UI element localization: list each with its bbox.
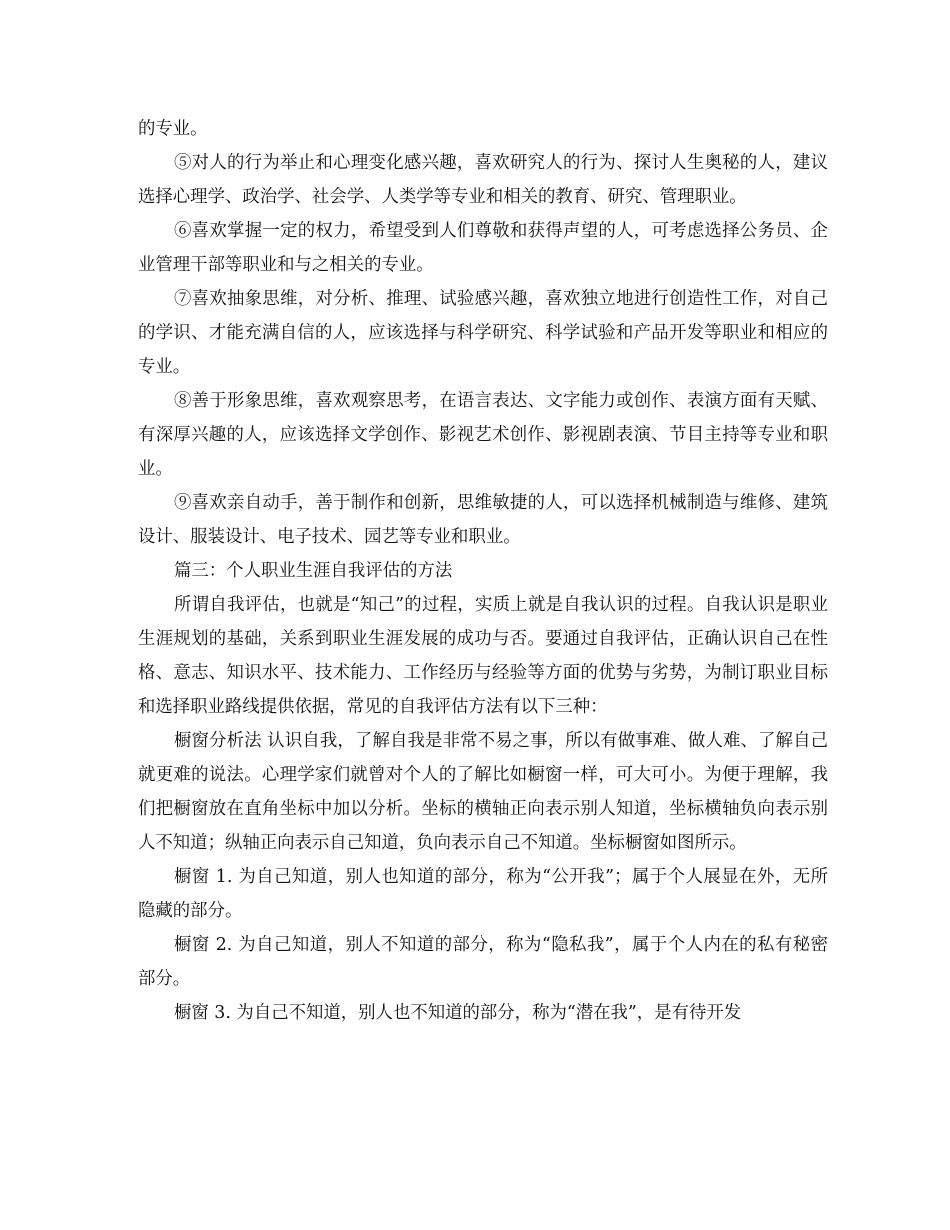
paragraph-item-6: ⑥喜欢掌握一定的权力，希望受到人们尊敬和获得声望的人，可考虑选择公务员、企业管理干部等职业和与之相关的专业。 [138, 221, 828, 275]
paragraph-item-9: ⑨喜欢亲自动手，善于制作和创新，思维敏捷的人，可以选择机械制造与维修、建筑设计、服装设计、电子技术、园艺等专业和职业。 [138, 493, 828, 547]
paragraph-window-analysis: 橱窗分析法 认识自我，了解自我是非常不易之事，所以有做事难、做人难、了解自己就更难的说法。心理学家们就曾对个人的了解比如橱窗一样，可大可小。为便于理解，我们把橱窗放在直角坐标中加以分析。坐标的横轴正向表示别人知道，坐标横轴负向表示别人不知道；纵轴正向表示自己知道，负向表示自己不知道。坐标橱窗如图所示。 [138, 731, 828, 853]
paragraph-window-3: 橱窗 3. 为自己不知道，别人也不知道的部分，称为“潜在我”，是有待开发 [174, 1003, 742, 1023]
paragraph-item-7: ⑦喜欢抽象思维，对分析、推理、试验感兴趣，喜欢独立地进行创造性工作，对自己的学识、才能充满自信的人，应该选择与科学研究、科学试验和产品开发等职业和相应的专业。 [138, 289, 828, 377]
document-body [138, 112, 828, 1030]
paragraph-self-assessment: 所谓自我评估，也就是“知己”的过程，实质上就是自我认识的过程。自我认识是职业生涯规划的基础，关系到职业生涯发展的成功与否。要通过自我评估，正确认识自己在性格、意志、知识水平、技术能力、工作经历与经验等方面的优势与劣势，为制订职业目标和选择职业路线提供依据，常见的自我评估方法有以下三种： [138, 595, 828, 717]
paragraph-item-8: ⑧善于形象思维，喜欢观察思考，在语言表达、文字能力或创作、表演方面有天赋、有深厚兴趣的人，应该选择文学创作、影视艺术创作、影视剧表演、节目主持等专业和职业。 [138, 391, 828, 479]
paragraph-continuation: 的专业。 [138, 119, 208, 139]
paragraph-window-2: 橱窗 2. 为自己知道，别人不知道的部分，称为“隐私我”，属于个人内在的私有秘密部分。 [138, 935, 828, 989]
paragraph-window-1: 橱窗 1. 为自己知道，别人也知道的部分，称为“公开我”；属于个人展显在外，无所隐藏的部分。 [138, 867, 828, 921]
paragraph-item-5: ⑤对人的行为举止和心理变化感兴趣，喜欢研究人的行为、探讨人生奥秘的人，建议选择心理学、政治学、社会学、人类学等专业和相关的教育、研究、管理职业。 [138, 153, 828, 207]
section-heading: 篇三：个人职业生涯自我评估的方法 [174, 561, 453, 581]
